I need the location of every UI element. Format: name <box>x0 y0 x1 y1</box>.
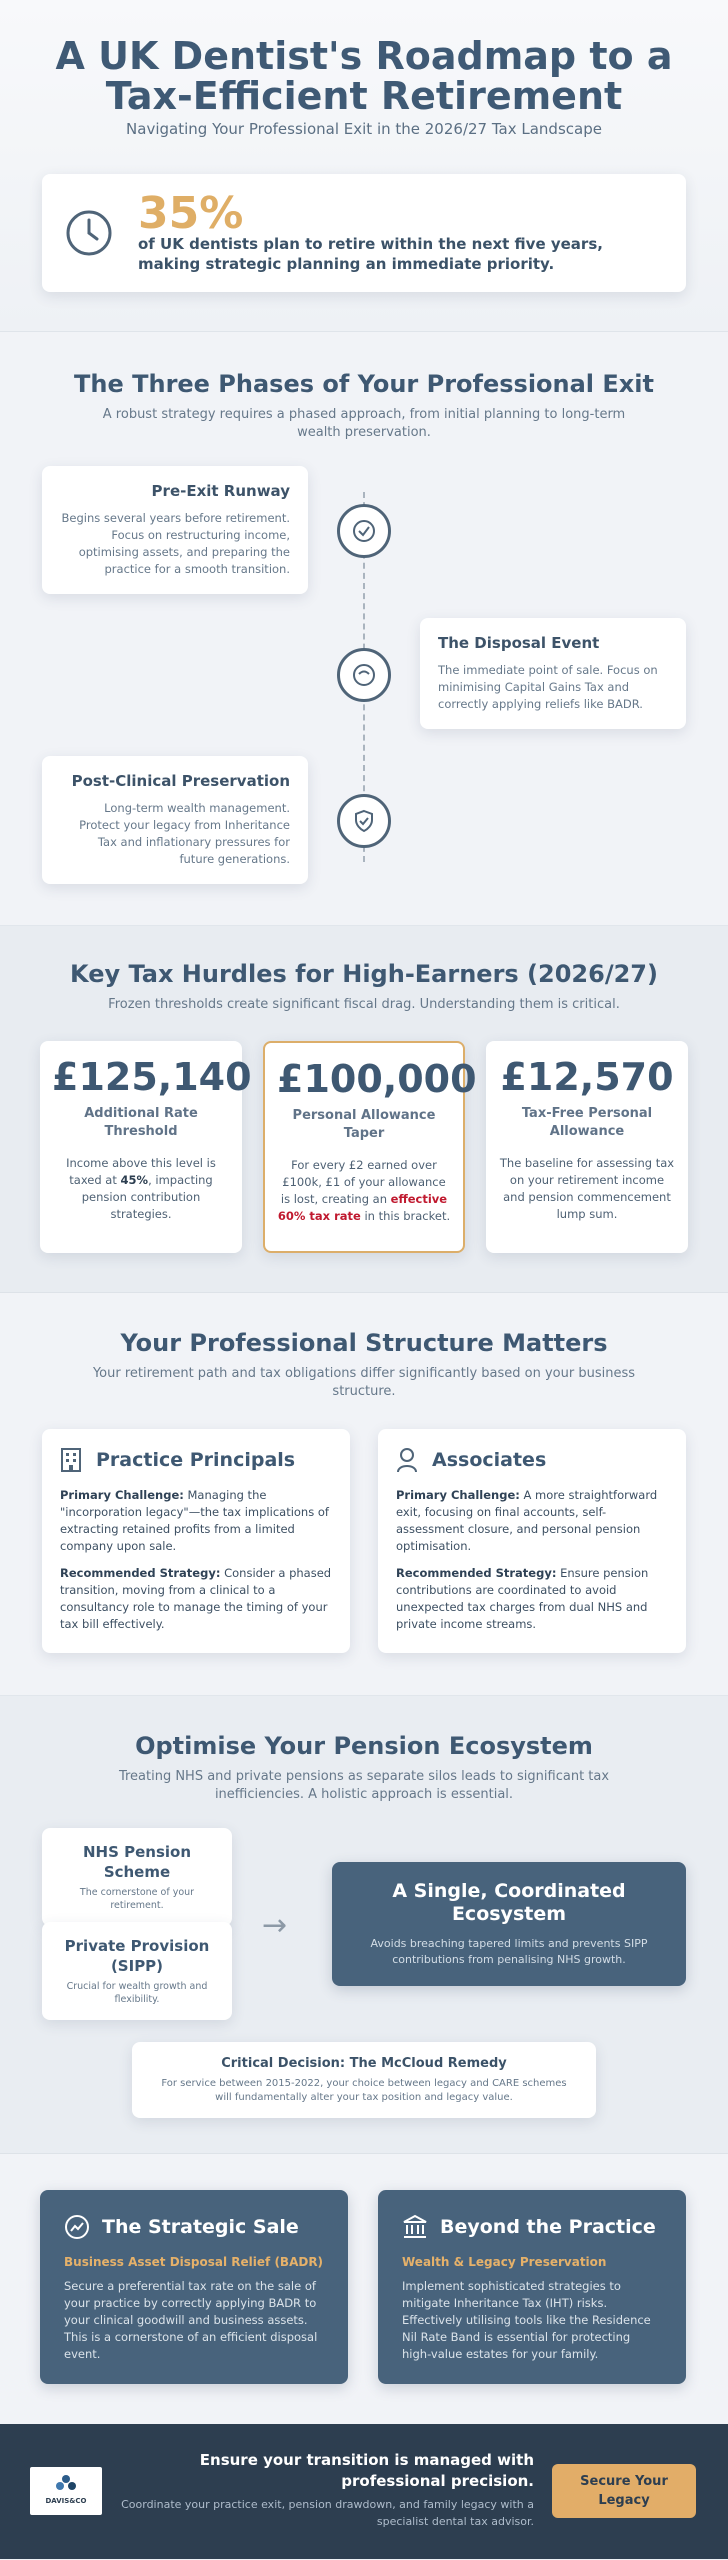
logo-text: DAVIS&CO <box>45 2497 87 2505</box>
phase-title: The Disposal Event <box>438 634 600 652</box>
phase-node-3 <box>337 794 391 848</box>
phases-subtitle: A robust strategy requires a phased approach, from initial planning to long-term wealth preservation. <box>102 407 626 440</box>
footer-subtext: Coordinate your practice exit, pension drawdown, and family legacy with a specialist dental tax advisor. <box>121 2498 534 2528</box>
strategic-card-sale <box>40 2190 348 2384</box>
structure-strategy: Recommended Strategy: Ensure pension contributions are coordinated to avoid unexpected tax charges from dual NHS and private income streams. <box>396 1566 649 1631</box>
user-icon <box>396 1447 418 1473</box>
structure-card-title: Practice Principals <box>96 1449 296 1471</box>
pension-source-sipp <box>42 1922 232 2020</box>
hurdles-section <box>0 926 728 1293</box>
hurdle-desc: The baseline for assessing tax on your retirement income and pension commencement lump sum. <box>499 1156 675 1221</box>
mccloud-title: Critical Decision: The McCloud Remedy <box>221 2056 507 2071</box>
hurdle-amount: £100,000 <box>277 1057 477 1101</box>
structure-challenge: Primary Challenge: Managing the "incorporation legacy"—the tax implications of extracting retained profits from a limited company upon sale. <box>60 1488 329 1553</box>
structure-card-principals <box>42 1429 350 1653</box>
structure-subtitle: Your retirement path and tax obligations differ significantly based on your business structure. <box>92 1366 636 1399</box>
pension-source-text: Crucial for wealth growth and flexibility. <box>66 1981 208 2005</box>
structure-card-title: Associates <box>432 1449 547 1471</box>
hurdle-desc: For every £2 earned over £100k, £1 of your allowance is lost, creating an effective 60% tax rate in this bracket. <box>277 1158 451 1223</box>
hurdle-amount: £12,570 <box>500 1055 674 1099</box>
phase-text: The immediate point of sale. Focus on minimising Capital Gains Tax and correctly applying reliefs like BADR. <box>438 663 658 711</box>
mccloud-text: For service between 2015-2022, your choice between legacy and CARE schemes will fundamentally alter your tax position and legacy value. <box>161 2078 567 2103</box>
mccloud-card <box>132 2042 596 2118</box>
pension-subtitle: Treating NHS and private pensions as separate silos leads to significant tax inefficiencies. A holistic approach is essential. <box>118 1769 610 1802</box>
strategic-section <box>0 2154 728 2424</box>
hurdle-card-personal-allowance <box>486 1041 688 1253</box>
stat-card <box>42 174 686 292</box>
pension-result-card <box>332 1862 686 1986</box>
hurdle-amount: £125,140 <box>52 1055 252 1099</box>
phase-text: Long-term wealth management. Protect your legacy from Inheritance Tax and inflationary pressures for future generations. <box>79 801 290 866</box>
structure-section <box>0 1293 728 1696</box>
footer-section <box>0 2424 728 2559</box>
phases-title: The Three Phases of Your Professional Exit <box>74 370 654 398</box>
hurdle-label: Personal Allowance Taper <box>292 1108 436 1141</box>
hurdle-card-allowance-taper <box>263 1041 477 1253</box>
strategic-card-subtitle: Wealth & Legacy Preservation <box>402 2255 607 2269</box>
building-icon <box>60 1447 82 1473</box>
pension-section <box>0 1696 728 2154</box>
hurdle-desc: Income above this level is taxed at 45%, impacting pension contribution strategies. <box>66 1156 216 1221</box>
clock-icon <box>64 208 114 258</box>
stat-text: of UK dentists plan to retire within the next five years, making strategic planning an immediate priority. <box>138 235 603 273</box>
arrow-right-icon: → <box>262 1908 288 1943</box>
shield-icon <box>352 809 376 833</box>
pension-result-title: A Single, Coordinated Ecosystem <box>392 1880 626 1925</box>
structure-title: Your Professional Structure Matters <box>120 1329 608 1357</box>
pension-source-nhs <box>42 1828 232 1926</box>
strategic-card-text: Secure a preferential tax rate on the sale of your practice by correctly applying BADR to your clinical goodwill and business assets. This is a cornerstone of an efficient disposal event. <box>64 2279 318 2361</box>
phases-section <box>0 332 728 926</box>
strategic-card-title: Beyond the Practice <box>440 2216 656 2238</box>
pension-title: Optimise Your Pension Ecosystem <box>135 1732 593 1760</box>
check-circle-icon <box>352 519 376 543</box>
hurdles-subtitle: Frozen thresholds create significant fiscal drag. Understanding them is critical. <box>108 997 620 1012</box>
pension-source-title: Private Provision (SIPP) <box>64 1937 210 1975</box>
structure-strategy: Recommended Strategy: Consider a phased transition, moving from a clinical to a consultancy role to manage the timing of your tax bill effectively. <box>60 1566 332 1631</box>
phase-node-1 <box>337 504 391 558</box>
structure-card-associates <box>378 1429 686 1653</box>
logo-mark-icon <box>55 2473 77 2493</box>
strategic-card-title: The Strategic Sale <box>102 2216 299 2238</box>
structure-challenge: Primary Challenge: A more straightforward exit, focusing on final accounts, self-assessment closure, and personal pension optimisation. <box>396 1488 658 1553</box>
strategic-card-beyond <box>378 2190 686 2384</box>
header-section <box>0 0 728 332</box>
bank-icon <box>402 2214 428 2240</box>
secure-legacy-button[interactable]: Secure Your Legacy <box>552 2464 696 2518</box>
logo <box>30 2467 102 2515</box>
phase-text: Begins several years before retirement. Focus on restructuring income, optimising assets, and preparing the practice for a smooth transition. <box>61 511 290 576</box>
page-subtitle: Navigating Your Professional Exit in the 2026/27 Tax Landscape <box>126 120 602 138</box>
phase-node-2 <box>337 648 391 702</box>
handshake-icon <box>352 663 376 687</box>
chart-up-icon <box>64 2214 90 2240</box>
hurdles-title: Key Tax Hurdles for High-Earners (2026/27) <box>70 960 658 988</box>
pension-source-text: The cornerstone of your retirement. <box>79 1887 195 1911</box>
stat-value: 35% <box>138 188 244 239</box>
phase-title: Post-Clinical Preservation <box>71 772 290 790</box>
phase-card-post-clinical <box>42 756 308 884</box>
hurdle-label: Additional Rate Threshold <box>84 1106 198 1139</box>
strategic-card-text: Implement sophisticated strategies to mitigate Inheritance Tax (IHT) risks. Effectively utilising tools like the Residence Nil Rate Band is essential for protecting high-value estates for your family. <box>402 2279 651 2361</box>
hurdle-label: Tax-Free Personal Allowance <box>521 1106 653 1139</box>
phase-card-disposal <box>420 618 686 729</box>
phase-title: Pre-Exit Runway <box>151 482 290 500</box>
strategic-card-subtitle: Business Asset Disposal Relief (BADR) <box>64 2255 324 2269</box>
page-title: A UK Dentist's Roadmap to a Tax-Efficient Retirement <box>55 34 673 118</box>
phase-card-pre-exit <box>42 466 308 594</box>
pension-result-text: Avoids breaching tapered limits and prevents SIPP contributions from penalising NHS growth. <box>370 1937 648 1966</box>
pension-source-title: NHS Pension Scheme <box>82 1843 192 1881</box>
hurdle-card-additional-rate <box>40 1041 252 1253</box>
footer-heading: Ensure your transition is managed with professional precision. <box>199 2451 534 2490</box>
